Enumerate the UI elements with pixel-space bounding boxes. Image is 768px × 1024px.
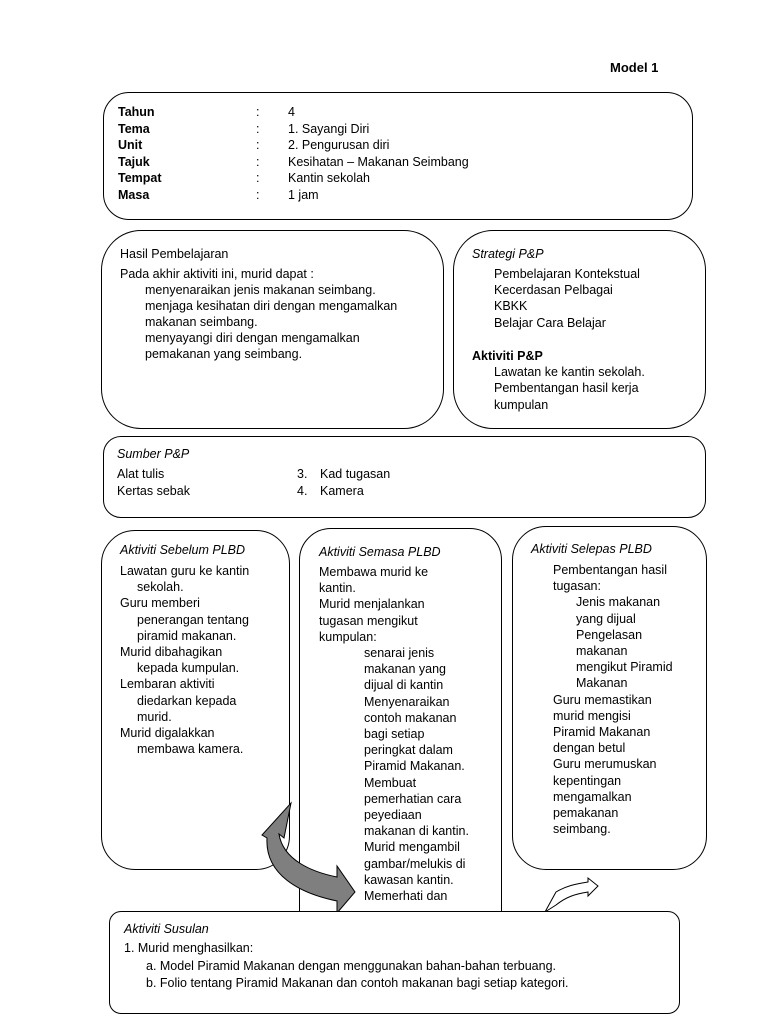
semasa-line: bagi setiap xyxy=(364,727,425,741)
info-colon: : xyxy=(256,187,260,202)
semasa-line: Menyenaraikan xyxy=(364,694,450,709)
selepas-line: Jenis makanan xyxy=(576,595,661,610)
hasil-line: pemakanan yang seimbang. xyxy=(145,347,303,361)
selepas-line: pemakanan xyxy=(553,806,619,820)
selepas-line: Guru memastikan xyxy=(553,692,652,707)
semasa-line: kantin. xyxy=(319,581,356,596)
sebelum-title: Aktiviti Sebelum PLBD xyxy=(120,543,246,557)
sumber-item: Alat tulis xyxy=(117,467,165,481)
info-value: 2. Pengurusan diri xyxy=(288,138,390,152)
semasa-line: pemerhatian cara xyxy=(364,791,462,806)
sebelum-line: Lembaran aktiviti xyxy=(120,677,215,692)
semasa-line: Murid menjalankan xyxy=(319,597,425,612)
semasa-line: contoh makanan xyxy=(364,710,457,725)
aktiviti-pp-line: kumpulan xyxy=(494,398,549,412)
sebelum-line: Guru memberi xyxy=(120,596,200,611)
aktiviti-pp-line: Lawatan ke kantin sekolah. xyxy=(494,365,645,379)
info-value: 1 jam xyxy=(288,187,319,202)
semasa-line: senarai jenis xyxy=(364,646,435,660)
selepas-line: Pembentangan hasil xyxy=(553,563,667,577)
sumber-num: 3. xyxy=(297,467,308,481)
info-label: Tema xyxy=(118,121,150,136)
hasil-line: menjaga kesihatan diri dengan mengamalkan xyxy=(145,299,398,313)
selepas-line: tugasan: xyxy=(553,579,601,594)
strategi-item: Pembelajaran Kontekstual xyxy=(494,267,640,281)
sebelum-line: kepada kumpulan. xyxy=(137,661,240,676)
semasa-title: Aktiviti Semasa PLBD xyxy=(319,545,441,559)
info-value: 4 xyxy=(288,105,295,119)
sebelum-line: murid. xyxy=(137,709,172,724)
sumber-item: Kertas sebak xyxy=(117,484,190,498)
semasa-line: makanan di kantin. xyxy=(364,824,469,839)
semasa-line: gambar/melukis di xyxy=(364,856,466,871)
model-label: Model 1 xyxy=(610,60,659,75)
sumber-title: Sumber P&P xyxy=(117,447,190,461)
selepas-line: dengan betul xyxy=(553,741,626,756)
sebelum-line: piramid makanan. xyxy=(137,628,237,643)
info-colon: : xyxy=(256,121,260,136)
selepas-line: Guru merumuskan xyxy=(553,757,657,772)
semasa-line: Piramid Makanan. xyxy=(364,759,465,774)
sebelum-line: membawa kamera. xyxy=(137,742,244,757)
selepas-line: Piramid Makanan xyxy=(553,725,651,739)
info-value: 1. Sayangi Diri xyxy=(288,121,370,136)
aktiviti-pp-line: Pembentangan hasil kerja xyxy=(494,381,639,395)
info-label: Tahun xyxy=(118,105,155,119)
susulan-sub-item: b. Folio tentang Piramid Makanan dan contoh makanan bagi setiap kategori. xyxy=(146,976,569,990)
semasa-line: Murid mengambil xyxy=(364,840,460,855)
semasa-line: kumpulan: xyxy=(319,629,377,644)
info-label: Unit xyxy=(118,138,143,152)
info-label: Tajuk xyxy=(118,154,150,169)
hasil-line: makanan seimbang. xyxy=(145,315,258,329)
sebelum-line: Murid dibahagikan xyxy=(120,645,223,659)
selepas-line: mengikut Piramid xyxy=(576,660,673,675)
info-value: Kantin sekolah xyxy=(288,171,371,185)
hasil-intro: Pada akhir aktiviti ini, murid dapat : xyxy=(120,267,314,281)
semasa-line: dijual di kantin xyxy=(364,678,444,693)
sumber-item: Kad tugasan xyxy=(320,467,391,481)
semasa-line: kawasan kantin. xyxy=(364,872,454,887)
selepas-title: Aktiviti Selepas PLBD xyxy=(531,542,652,556)
hasil-title: Hasil Pembelajaran xyxy=(120,247,229,261)
sebelum-line: sekolah. xyxy=(137,580,184,595)
sumber-num: 4. xyxy=(297,484,308,498)
susulan-title: Aktiviti Susulan xyxy=(124,922,209,936)
hasil-line: menyenaraikan jenis makanan seimbang. xyxy=(145,283,376,297)
sebelum-line: diedarkan kepada xyxy=(137,693,237,708)
info-value: Kesihatan – Makanan Seimbang xyxy=(288,154,469,169)
selepas-line: Pengelasan xyxy=(576,627,643,642)
selepas-line: makanan xyxy=(576,644,628,658)
strategi-title: Strategi P&P xyxy=(472,247,544,261)
curved-arrow-sebelum-semasa xyxy=(262,803,355,913)
susulan-sub-item: a. Model Piramid Makanan dengan menggunakan bahan-bahan terbuang. xyxy=(146,959,557,973)
semasa-line: peringkat dalam xyxy=(364,743,453,758)
info-label: Tempat xyxy=(118,171,162,185)
selepas-line: kepentingan xyxy=(553,773,622,788)
semasa-line: tugasan mengikut xyxy=(319,613,418,628)
info-colon: : xyxy=(256,138,260,152)
selepas-line: Makanan xyxy=(576,676,628,691)
info-colon: : xyxy=(256,171,260,185)
semasa-line: makanan yang xyxy=(364,662,447,677)
info-colon: : xyxy=(256,105,260,119)
sebelum-line: penerangan tentang xyxy=(137,612,249,627)
strategi-item: Kecerdasan Pelbagai xyxy=(494,283,613,297)
info-colon: : xyxy=(256,154,260,169)
strategi-item: KBKK xyxy=(494,299,528,313)
sumber-item: Kamera xyxy=(320,484,364,498)
sebelum-line: Murid digalakkan xyxy=(120,726,215,740)
semasa-line: Memerhati dan xyxy=(364,889,448,903)
arrow-semasa-selepas xyxy=(545,878,598,912)
semasa-line: peyediaan xyxy=(364,808,422,822)
susulan-item: 1. Murid menghasilkan: xyxy=(124,941,254,955)
selepas-line: murid mengisi xyxy=(553,708,631,723)
aktiviti-pp-title: Aktiviti P&P xyxy=(472,349,543,363)
semasa-line: Membawa murid ke xyxy=(319,565,429,579)
selepas-line: mengamalkan xyxy=(553,789,632,804)
strategi-item: Belajar Cara Belajar xyxy=(494,316,606,330)
selepas-line: seimbang. xyxy=(553,822,611,837)
semasa-line: Membuat xyxy=(364,775,417,790)
hasil-line: menyayangi diri dengan mengamalkan xyxy=(145,331,360,345)
selepas-line: yang dijual xyxy=(576,611,636,626)
sebelum-line: Lawatan guru ke kantin xyxy=(120,564,250,578)
info-label: Masa xyxy=(118,187,150,202)
